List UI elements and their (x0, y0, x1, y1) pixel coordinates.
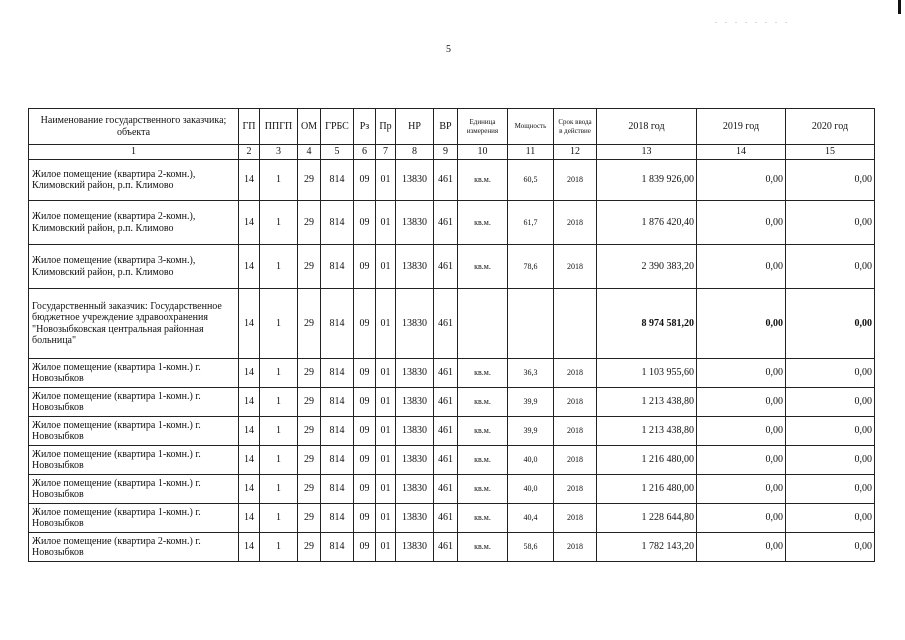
row-power-cell: 39,9 (508, 388, 554, 417)
budget-table (28, 108, 875, 562)
row-name-cell: Жилое помещение (квартира 1-комн.) г. Новозыбков (29, 504, 239, 533)
row-om-cell: 29 (298, 417, 321, 446)
row-rz-cell: 09 (354, 504, 376, 533)
row-2018-cell: 1 876 420,40 (597, 201, 697, 245)
row-ppgp-cell: 1 (260, 160, 298, 201)
row-nr-cell: 13830 (396, 475, 434, 504)
row-gp-cell: 14 (239, 475, 260, 504)
row-vr-cell: 461 (434, 475, 458, 504)
row-term-cell: 2018 (554, 160, 597, 201)
column-number: 14 (697, 145, 786, 160)
row-ppgp-cell: 1 (260, 388, 298, 417)
column-number: 6 (354, 145, 376, 160)
column-number: 9 (434, 145, 458, 160)
row-unit-cell: кв.м. (458, 504, 508, 533)
row-gp-cell: 14 (239, 417, 260, 446)
row-nr-cell: 13830 (396, 533, 434, 562)
row-grbs-cell: 814 (321, 201, 354, 245)
table-row (29, 160, 875, 201)
row-pr-cell: 01 (376, 388, 396, 417)
row-rz-cell: 09 (354, 475, 376, 504)
row-power-cell: 40,0 (508, 475, 554, 504)
column-number: 13 (597, 145, 697, 160)
header-ppgp: ППГП (260, 109, 298, 145)
row-2019-cell: 0,00 (697, 533, 786, 562)
row-om-cell: 29 (298, 289, 321, 359)
header-power: Мощность (508, 109, 554, 145)
row-2019-cell: 0,00 (697, 475, 786, 504)
column-number-row (29, 145, 875, 160)
row-gp-cell: 14 (239, 289, 260, 359)
row-2019-cell: 0,00 (697, 446, 786, 475)
row-ppgp-cell: 1 (260, 417, 298, 446)
row-name-cell: Жилое помещение (квартира 2-комн.), Климовский район, р.п. Климово (29, 201, 239, 245)
row-power-cell: 61,7 (508, 201, 554, 245)
row-power-cell: 39,9 (508, 417, 554, 446)
row-name-cell: Жилое помещение (квартира 2-комн.) г. Новозыбков (29, 533, 239, 562)
row-unit-cell: кв.м. (458, 359, 508, 388)
row-2020-cell: 0,00 (786, 475, 875, 504)
table-row (29, 417, 875, 446)
row-term-cell (554, 289, 597, 359)
row-name-cell: Жилое помещение (квартира 1-комн.) г. Новозыбков (29, 446, 239, 475)
row-ppgp-cell: 1 (260, 289, 298, 359)
row-term-cell: 2018 (554, 359, 597, 388)
row-2018-cell: 1 216 480,00 (597, 446, 697, 475)
row-nr-cell: 13830 (396, 446, 434, 475)
table-row (29, 446, 875, 475)
row-unit-cell: кв.м. (458, 201, 508, 245)
row-name-cell: Жилое помещение (квартира 2-комн.), Климовский район, р.п. Климово (29, 160, 239, 201)
row-rz-cell: 09 (354, 388, 376, 417)
row-vr-cell: 461 (434, 504, 458, 533)
row-om-cell: 29 (298, 359, 321, 388)
row-pr-cell: 01 (376, 533, 396, 562)
row-power-cell: 40,4 (508, 504, 554, 533)
row-om-cell: 29 (298, 446, 321, 475)
header-om: ОМ (298, 109, 321, 145)
row-ppgp-cell: 1 (260, 245, 298, 289)
row-2020-cell: 0,00 (786, 504, 875, 533)
column-number: 8 (396, 145, 434, 160)
row-2018-cell: 1 103 955,60 (597, 359, 697, 388)
row-term-cell: 2018 (554, 388, 597, 417)
row-term-cell: 2018 (554, 201, 597, 245)
row-rz-cell: 09 (354, 359, 376, 388)
row-vr-cell: 461 (434, 446, 458, 475)
row-vr-cell: 461 (434, 289, 458, 359)
column-number: 5 (321, 145, 354, 160)
row-unit-cell: кв.м. (458, 160, 508, 201)
row-unit-cell: кв.м. (458, 388, 508, 417)
row-ppgp-cell: 1 (260, 475, 298, 504)
row-power-cell: 78,6 (508, 245, 554, 289)
row-unit-cell: кв.м. (458, 417, 508, 446)
row-rz-cell: 09 (354, 245, 376, 289)
row-unit-cell: кв.м. (458, 446, 508, 475)
row-2020-cell: 0,00 (786, 417, 875, 446)
column-number: 11 (508, 145, 554, 160)
scan-dots: . . . . . . . . (715, 16, 790, 25)
table-row (29, 504, 875, 533)
table-body (29, 160, 875, 562)
row-unit-cell (458, 289, 508, 359)
row-2018-cell: 1 839 926,00 (597, 160, 697, 201)
row-rz-cell: 09 (354, 533, 376, 562)
row-vr-cell: 461 (434, 245, 458, 289)
row-nr-cell: 13830 (396, 359, 434, 388)
row-grbs-cell: 814 (321, 289, 354, 359)
row-2018-cell: 1 213 438,80 (597, 388, 697, 417)
row-grbs-cell: 814 (321, 388, 354, 417)
table-row (29, 359, 875, 388)
row-name-cell: Жилое помещение (квартира 1-комн.) г. Новозыбков (29, 388, 239, 417)
row-pr-cell: 01 (376, 417, 396, 446)
row-gp-cell: 14 (239, 446, 260, 475)
row-2019-cell: 0,00 (697, 201, 786, 245)
row-vr-cell: 461 (434, 160, 458, 201)
row-2020-cell: 0,00 (786, 533, 875, 562)
row-nr-cell: 13830 (396, 504, 434, 533)
row-om-cell: 29 (298, 388, 321, 417)
row-name-cell: Жилое помещение (квартира 1-комн.) г. Новозыбков (29, 417, 239, 446)
header-pr: Пр (376, 109, 396, 145)
row-name-cell: Государственный заказчик: Государственное бюджетное учреждение здравоохранения "Новозыбковская центральная районная больница" (29, 289, 239, 359)
column-number: 7 (376, 145, 396, 160)
header-nr: НР (396, 109, 434, 145)
row-grbs-cell: 814 (321, 446, 354, 475)
row-pr-cell: 01 (376, 160, 396, 201)
row-2018-cell: 1 213 438,80 (597, 417, 697, 446)
row-om-cell: 29 (298, 533, 321, 562)
row-2020-cell: 0,00 (786, 245, 875, 289)
row-pr-cell: 01 (376, 475, 396, 504)
column-number: 12 (554, 145, 597, 160)
header-unit: Единица измерения (458, 109, 508, 145)
row-2019-cell: 0,00 (697, 289, 786, 359)
row-gp-cell: 14 (239, 245, 260, 289)
header-vr: ВР (434, 109, 458, 145)
row-power-cell: 58,6 (508, 533, 554, 562)
row-pr-cell: 01 (376, 446, 396, 475)
row-nr-cell: 13830 (396, 245, 434, 289)
row-pr-cell: 01 (376, 359, 396, 388)
row-2020-cell: 0,00 (786, 160, 875, 201)
row-grbs-cell: 814 (321, 533, 354, 562)
row-pr-cell: 01 (376, 289, 396, 359)
row-term-cell: 2018 (554, 475, 597, 504)
row-rz-cell: 09 (354, 160, 376, 201)
row-gp-cell: 14 (239, 504, 260, 533)
row-om-cell: 29 (298, 160, 321, 201)
row-2020-cell: 0,00 (786, 359, 875, 388)
header-2019: 2019 год (697, 109, 786, 145)
row-nr-cell: 13830 (396, 417, 434, 446)
row-rz-cell: 09 (354, 446, 376, 475)
row-grbs-cell: 814 (321, 160, 354, 201)
row-vr-cell: 461 (434, 359, 458, 388)
row-unit-cell: кв.м. (458, 533, 508, 562)
row-power-cell (508, 289, 554, 359)
row-ppgp-cell: 1 (260, 533, 298, 562)
row-ppgp-cell: 1 (260, 504, 298, 533)
row-gp-cell: 14 (239, 388, 260, 417)
row-power-cell: 60,5 (508, 160, 554, 201)
row-grbs-cell: 814 (321, 417, 354, 446)
row-nr-cell: 13830 (396, 388, 434, 417)
row-2020-cell: 0,00 (786, 289, 875, 359)
table-row (29, 388, 875, 417)
header-grbs: ГРБС (321, 109, 354, 145)
table-row (29, 201, 875, 245)
row-nr-cell: 13830 (396, 160, 434, 201)
row-2018-cell: 1 228 644,80 (597, 504, 697, 533)
column-number: 4 (298, 145, 321, 160)
row-term-cell: 2018 (554, 533, 597, 562)
row-2018-cell: 1 216 480,00 (597, 475, 697, 504)
row-name-cell: Жилое помещение (квартира 1-комн.) г. Новозыбков (29, 359, 239, 388)
row-ppgp-cell: 1 (260, 359, 298, 388)
page-number: 5 (446, 44, 451, 55)
row-nr-cell: 13830 (396, 289, 434, 359)
row-2018-cell: 2 390 383,20 (597, 245, 697, 289)
row-nr-cell: 13830 (396, 201, 434, 245)
customer-summary-row (29, 289, 875, 359)
row-om-cell: 29 (298, 245, 321, 289)
row-pr-cell: 01 (376, 504, 396, 533)
row-2019-cell: 0,00 (697, 245, 786, 289)
header-gp: ГП (239, 109, 260, 145)
row-pr-cell: 01 (376, 201, 396, 245)
row-name-cell: Жилое помещение (квартира 3-комн.), Климовский район, р.п. Климово (29, 245, 239, 289)
header-2020: 2020 год (786, 109, 875, 145)
row-om-cell: 29 (298, 475, 321, 504)
row-gp-cell: 14 (239, 533, 260, 562)
row-grbs-cell: 814 (321, 504, 354, 533)
row-power-cell: 40,0 (508, 446, 554, 475)
column-number: 3 (260, 145, 298, 160)
column-number: 15 (786, 145, 875, 160)
row-om-cell: 29 (298, 504, 321, 533)
row-2019-cell: 0,00 (697, 359, 786, 388)
row-vr-cell: 461 (434, 417, 458, 446)
row-2020-cell: 0,00 (786, 388, 875, 417)
row-2020-cell: 0,00 (786, 201, 875, 245)
header-term: Срок ввода в действие (554, 109, 597, 145)
header-name: Наименование государственного заказчика; объекта (29, 109, 239, 145)
row-rz-cell: 09 (354, 417, 376, 446)
row-2018-cell: 8 974 581,20 (597, 289, 697, 359)
row-vr-cell: 461 (434, 388, 458, 417)
row-gp-cell: 14 (239, 160, 260, 201)
column-number: 2 (239, 145, 260, 160)
row-om-cell: 29 (298, 201, 321, 245)
row-rz-cell: 09 (354, 289, 376, 359)
table-row (29, 245, 875, 289)
row-term-cell: 2018 (554, 417, 597, 446)
header-2018: 2018 год (597, 109, 697, 145)
row-rz-cell: 09 (354, 201, 376, 245)
row-2020-cell: 0,00 (786, 446, 875, 475)
row-pr-cell: 01 (376, 245, 396, 289)
row-grbs-cell: 814 (321, 475, 354, 504)
row-power-cell: 36,3 (508, 359, 554, 388)
row-term-cell: 2018 (554, 446, 597, 475)
row-grbs-cell: 814 (321, 245, 354, 289)
row-ppgp-cell: 1 (260, 201, 298, 245)
row-vr-cell: 461 (434, 201, 458, 245)
row-gp-cell: 14 (239, 201, 260, 245)
header-row (29, 109, 875, 145)
row-grbs-cell: 814 (321, 359, 354, 388)
row-term-cell: 2018 (554, 504, 597, 533)
table-row (29, 533, 875, 562)
row-2019-cell: 0,00 (697, 388, 786, 417)
row-2019-cell: 0,00 (697, 160, 786, 201)
row-ppgp-cell: 1 (260, 446, 298, 475)
row-unit-cell: кв.м. (458, 475, 508, 504)
column-number: 10 (458, 145, 508, 160)
row-2018-cell: 1 782 143,20 (597, 533, 697, 562)
scan-edge-mark (898, 0, 901, 14)
header-rz: Рз (354, 109, 376, 145)
table-row (29, 475, 875, 504)
row-2019-cell: 0,00 (697, 504, 786, 533)
row-2019-cell: 0,00 (697, 417, 786, 446)
row-name-cell: Жилое помещение (квартира 1-комн.) г. Новозыбков (29, 475, 239, 504)
row-vr-cell: 461 (434, 533, 458, 562)
column-number: 1 (29, 145, 239, 160)
row-unit-cell: кв.м. (458, 245, 508, 289)
row-gp-cell: 14 (239, 359, 260, 388)
row-term-cell: 2018 (554, 245, 597, 289)
